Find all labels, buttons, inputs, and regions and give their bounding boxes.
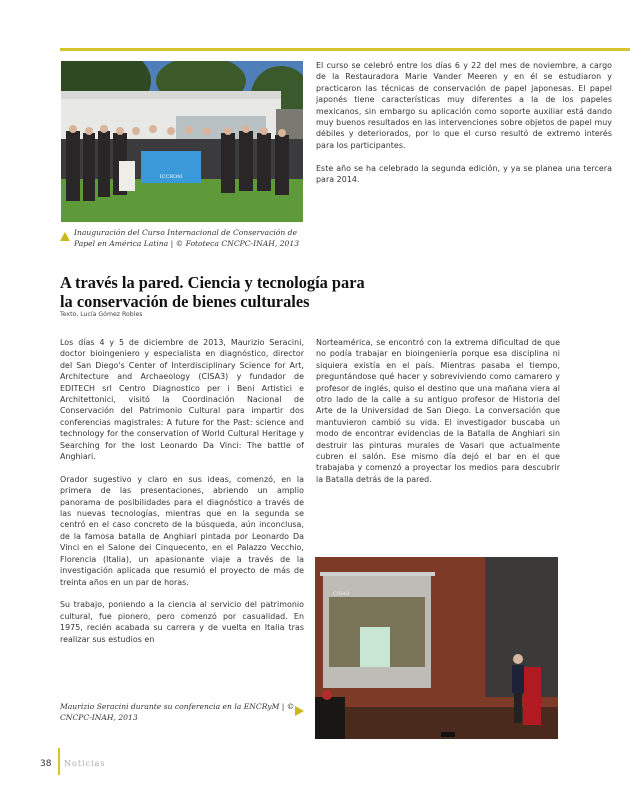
caption-marker-icon bbox=[60, 232, 70, 241]
caption-marker-icon bbox=[295, 706, 304, 716]
footer-divider bbox=[58, 748, 60, 775]
page-number: 38 bbox=[40, 759, 52, 769]
group-photo bbox=[61, 61, 303, 222]
article-byline: Texto, Lucía Gómez Robles bbox=[60, 311, 143, 318]
photo-caption: Inauguración del Curso Internacional de Conservación de Papel en América Latina | © Fototeca CNCPC-INAH, 2013 bbox=[74, 228, 300, 248]
screen-label: CISA3 bbox=[333, 591, 350, 597]
paragraph: Orador sugestivo y claro en sus ideas, comenzó, en la primera de las presentaciones, abriendo un amplio panorama de posibilidades para el diagnóstico a través de las nuevas tecnologías, mientras que en la segunda se centró en el caso concreto de la búsqueda, aún inconclusa, de la famosa batalla de Anghiari pintada por Leonardo Da Vinci en el Salone dei Cinquecento, en el Palazzo Vecchio, Florencia (Italia), un apasionante viaje a través de la investigación aplicada que resumió el proyecto de más de treinta años en un par de horas. bbox=[60, 474, 304, 587]
lecture-photo-image bbox=[315, 557, 558, 739]
paragraph: Los días 4 y 5 de diciembre de 2013, Maurizio Seracini, doctor bioingeniero y especialista en diagnóstico, director del San Diego's Center of Interdisciplinary Science for Art, Architecture and Archaeology (CISA3) y fundador de EDITECH srl Centro Diagnostico per i Beni Artistici e Architettonici, visitó la Coordinación Nacional de Conservación del Patrimonio Cultural para impartir dos conferencias magistrales: A future for the Past: science and technology for the conservation of World Cultural Heritage y Searching for the lost Leonardo Da Vinci: The battle of Anghiari. bbox=[60, 338, 304, 462]
section-name: Noticias bbox=[64, 759, 106, 768]
article-right-column bbox=[316, 337, 560, 497]
article-left-column bbox=[60, 337, 304, 656]
article-title: A través la pared. Ciencia y tecnología para la conservación de bienes culturales bbox=[60, 273, 365, 311]
flag-text: ICCROM bbox=[159, 174, 183, 180]
lecture-photo bbox=[315, 557, 558, 739]
paragraph: Norteamérica, se encontró con la extrema dificultad de que no podía trabajar en bioingeniería porque esa disciplina ni siquiera existía en el país. Mientras pasaba el tiempo, preguntándose qué hacer y sobreviviendo como camarero y profesor de inglés, quiso el destino que una mañana viera al otro lado de la calle a su antiguo profesor de Historia del Arte de la Universidad de San Diego. La conversación que mantuvieron cambió su vida. El investigador buscaba un modo de encontrar evidencias de la Batalla de Anghiari sin destruir las pinturas murales de Vasari que actualmente cubren el salón. Ese mismo día dejó el bar en el que trabajaba y comenzó a proyectar los medios para descubrir la Batalla detrás de la pared. bbox=[316, 338, 560, 484]
lecture-photo-caption: Maurizio Seracini durante su conferencia en la ENCRyM | © CNCPC-INAH, 2013 bbox=[60, 702, 295, 722]
paragraph: Su trabajo, poniendo a la ciencia al servicio del patrimonio cultural, fue pionero, pero comenzó por casualidad. En 1975, recién acabada su carrera y de vuelta en Italia tras realizar sus estudios en bbox=[60, 600, 304, 644]
paragraph: Este año se ha celebrado la segunda edición, y ya se planea una tercera para 2014. bbox=[316, 163, 612, 185]
top-accent-rule bbox=[60, 48, 630, 51]
paragraph: El curso se celebró entre los días 6 y 22 del mes de noviembre, a cargo de la Restauradora Marie Vander Meeren y en él se estudiaron y practicaron las técnicas de conservación de papel japonesas. El papel japonés tiene características muy diferentes a la de los papeles mexicanos, sin embargo su aplicación como soporte auxiliar está dando muy buenos resultados en las intervenciones sobre objetos de papel muy débiles y deteriorados, por lo que el curso resultó de extremo interés para los participantes. bbox=[316, 61, 612, 150]
group-photo-image bbox=[61, 61, 303, 222]
top-right-column bbox=[316, 60, 612, 197]
